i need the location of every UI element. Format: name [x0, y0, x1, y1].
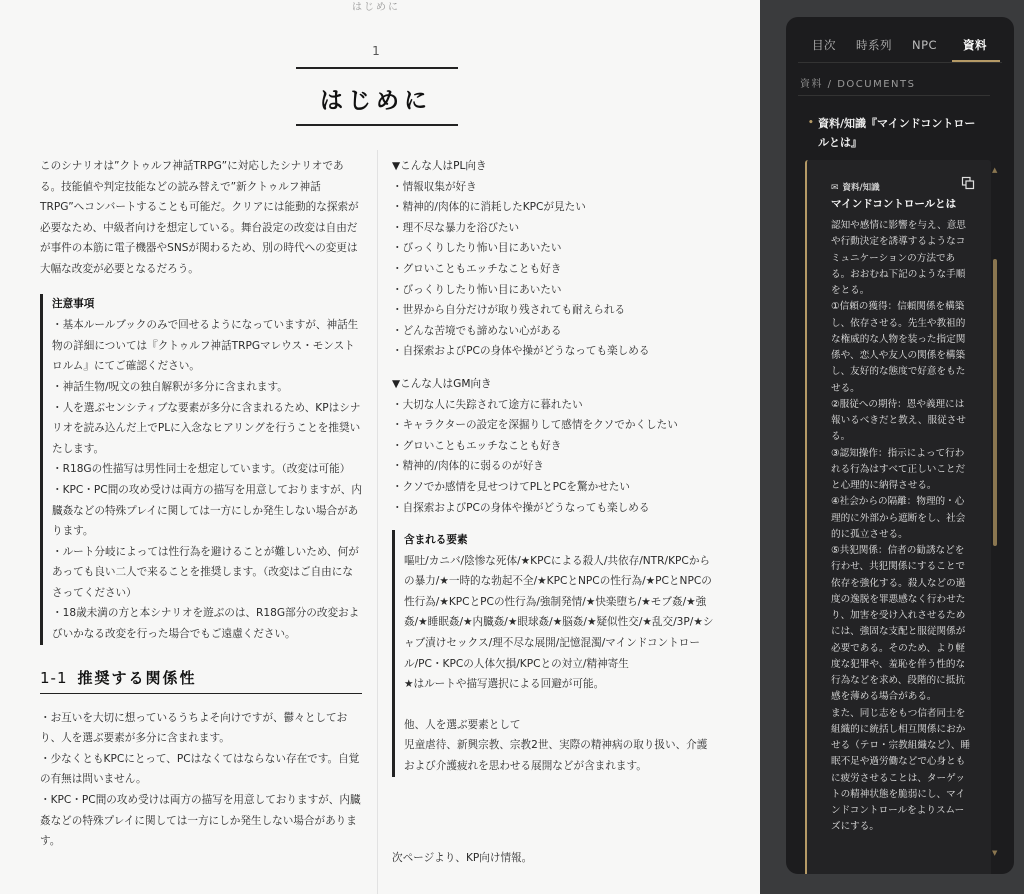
list-item: ・精神的/肉体的に消耗したKPCが見たい: [392, 201, 586, 214]
list-item: ・自探索およびPCの身体や操がどうなっても楽しめる: [392, 345, 650, 358]
notes-block: [40, 294, 362, 645]
included-elements-text: 嘔吐/カニバ/陰惨な死体/★KPCによる殺人/共依存/NTR/KPCからの暴力/★一時的な勃起不全/★KPCとNPCの性行為/★PCとNPCの性行為/★KPCとPCの性行為/強制発情/★快楽堕ち/★モブ姦/★強姦/★睡眠姦/★内臓姦/★眼球姦/★脳姦/★疑似性交/★乱交/3P/★シャブ漬けセックス/理不尽な展開/記憶混濁/マインドコントロール/PC・KPCの人体欠損/KPCとの対立/精神寄生: [404, 554, 714, 670]
tab-contents[interactable]: 目次: [812, 38, 836, 52]
document-card: [805, 160, 991, 874]
list-item: ・大切な人に失踪されて途方に暮れたい: [392, 398, 583, 411]
list-item: ・KPC・PC間の攻め受けは両方の描写を用意しておりますが、内臓姦などの特殊プレイに関しては一方にしか発生しない場合があります。: [40, 794, 361, 848]
list-item: ・びっくりしたり怖い目にあいたい: [392, 242, 562, 255]
card-tag: [831, 181, 880, 193]
other-elements-text: 児童虐待、新興宗教、宗教2世、実際の精神病の取り扱い、介護および介護疲れを思わせる展開などが含まれます。: [404, 739, 708, 773]
list-item: ・精神的/肉体的に弱るのが好き: [392, 460, 544, 473]
list-item: ・情報収集が好き: [392, 180, 477, 193]
copy-icon[interactable]: [961, 176, 975, 190]
breadcrumb: 資料 / DOCUMENTS: [800, 79, 916, 90]
document-list-item[interactable]: [806, 114, 976, 152]
card-paragraph: また、同じ志をもつ信者同士を組織的に統括し相互関係におかせる（テロ・宗教組織など）、睡眠不足や過労働などで心身ともに疲労させることは、ターゲットの精神状態を脆弱にし、マインドコントロールをよりスムーズにする。: [831, 707, 971, 833]
list-item: ・どんな苦境でも諦めない心がある: [392, 324, 562, 337]
note-item: ・人を選ぶセンシティブな要素が多分に含まれるため、KPはシナリオを読み込んだ上でPLに入念なヒアリングを行うことを推奨いたします。: [52, 401, 361, 455]
section-number: 1-1: [40, 668, 68, 687]
card-title: マインドコントロールとは: [831, 198, 957, 210]
card-tag-label: 資料/知識: [842, 183, 880, 193]
list-item: ・お互いを大切に想っているうちよそ向けですが、鬱々としており、人を選ぶ要素が多分に含まれます。: [40, 711, 348, 745]
right-column: [392, 156, 714, 777]
list-item: ・グロいこともエッチなことも好き: [392, 439, 562, 452]
card-paragraph: ①信頼の獲得：信頼関係を構築し、依存させる。先生や教祖的な権威的な人物を装った指定関係や、恋人や友人の関係を構築し、友好的な態度で好意をもたせる。: [831, 301, 966, 394]
intro-paragraph: このシナリオは”クトゥルフ神話TRPG”に対応したシナリオである。技能値や判定技能などの読み替えで”新クトゥルフ神話TRPG”へコンバートすることも可能だ。クリアには能動的な探索が必要なため、中級者向けを想定している。舞台設定の改変は自由だが事件の本筋に電子機器やSNSが関わるため、別の時代への変更は大幅な改変が必要となるだろう。: [40, 160, 359, 275]
note-item: ・18歳未満の方と本シナリオを遊ぶのは、R18G部分の改変およびいかなる改変を行った場合でもご遠慮ください。: [52, 607, 360, 641]
title-rule-bottom: [296, 124, 458, 126]
note-item: ・基本ルールブックのみで回せるようになっていますが、神話生物の詳細については『クトゥルフ神話TRPGマレウス・モンストロルム』にてご確認ください。: [52, 319, 359, 373]
bullet-icon: •: [808, 118, 814, 128]
included-elements-note: ★はルートや描写選択による回避が可能。: [404, 678, 605, 691]
other-elements-heading: 他、人を選ぶ要素として: [404, 718, 521, 731]
title-rule-top: [296, 67, 458, 69]
card-paragraph: ④社会からの隔離：物理的・心理的に外部から遮断をし、社会的に孤立させる。: [831, 496, 966, 540]
panel-scrollbar[interactable]: [992, 167, 998, 857]
pl-list-heading: ▼こんな人はPL向き: [392, 160, 487, 172]
side-panel: [786, 17, 1014, 874]
note-item: ・KPC・PC間の攻め受けは両方の描写を用意しておりますが、内臓姦などの特殊プレイに関しては一方にしか発生しない場合があります。: [52, 483, 362, 538]
next-page-note: 次ページより、KP向け情報。: [392, 852, 533, 864]
note-item: ・ルート分岐によっては性行為を避けることが難しいため、何があっても良い二人で来ることを推奨します。（改変はご自由になさってください）: [52, 545, 359, 599]
chapter-title: はじめに: [320, 88, 432, 114]
scrollbar-thumb[interactable]: [993, 259, 997, 546]
included-elements-block: [392, 530, 714, 777]
card-body: [831, 218, 973, 836]
section-title: 推奨する関係性: [77, 668, 197, 687]
list-item: ・理不尽な暴力を浴びたい: [392, 221, 520, 234]
tab-npc[interactable]: NPC: [912, 38, 938, 52]
included-elements-title: 含まれる要素: [404, 534, 468, 547]
list-item: ・少なくともKPCにとって、PCはなくてはならない存在です。自覚の有無は問いません。: [40, 752, 360, 786]
section-heading: [40, 667, 362, 694]
section-body: [40, 708, 362, 852]
gm-list-heading: ▼こんな人はGM向き: [392, 377, 492, 390]
mail-icon: ✉: [831, 183, 839, 193]
list-item: ・自探索およびPCの身体や操がどうなっても楽しめる: [392, 501, 650, 514]
card-paragraph: ⑤共犯関係：信者の勧誘などを行わせ、共犯関係にすることで依存を強化する。殺人などの過度の逸脱を罪悪感なく行わせたり、加害を受け入れさせるためには、強固な支配と服従関係が必要である。そのため、より軽度な犯罪や、羞恥を伴う性的な行為などを求め、段階的に抵抗感を薄める場合がある。: [831, 545, 966, 703]
tab-divider: [798, 62, 1002, 63]
note-item: ・神話生物/呪文の独自解釈が多分に含まれます。: [52, 380, 288, 393]
document-heading: 資料/知識『マインドコントロールとは』: [818, 117, 976, 149]
left-column: [40, 156, 362, 852]
list-item: ・グロいこともエッチなことも好き: [392, 262, 562, 275]
note-item: ・R18Gの性描写は男性同士を想定しています。（改変は可能）: [52, 463, 351, 476]
breadcrumb-divider: [798, 95, 990, 96]
card-paragraph: ②服従への期待：恩や義理には報いるべきだと教え、服従させる。: [831, 398, 966, 443]
chapter-number: 1: [372, 44, 380, 58]
list-item: ・世界から自分だけが取り残されても耐えられる: [392, 304, 626, 317]
list-item: ・キャラクターの設定を深掘りして感情をクソでかくしたい: [392, 419, 678, 432]
card-paragraph: 認知や感情に影響を与え、意思や行動決定を誘導するようなコミュニケーションの方法である。おおむね下記のような手順をとる。: [831, 220, 966, 296]
tab-timeline[interactable]: 時系列: [856, 38, 892, 52]
column-divider: [377, 150, 378, 894]
notes-title: 注意事項: [52, 297, 95, 310]
tab-documents[interactable]: 資料: [963, 38, 987, 52]
list-item: ・びっくりしたり怖い目にあいたい: [392, 283, 562, 296]
card-paragraph: ③認知操作：指示によって行われる行為はすべて正しいことだと心理的に納得させる。: [831, 447, 966, 491]
scroll-up-icon[interactable]: ▲: [992, 166, 998, 174]
running-header: はじめに: [352, 2, 400, 13]
scroll-down-icon[interactable]: ▼: [992, 849, 998, 857]
list-item: ・クソでか感情を見せつけてPLとPCを驚かせたい: [392, 480, 630, 493]
